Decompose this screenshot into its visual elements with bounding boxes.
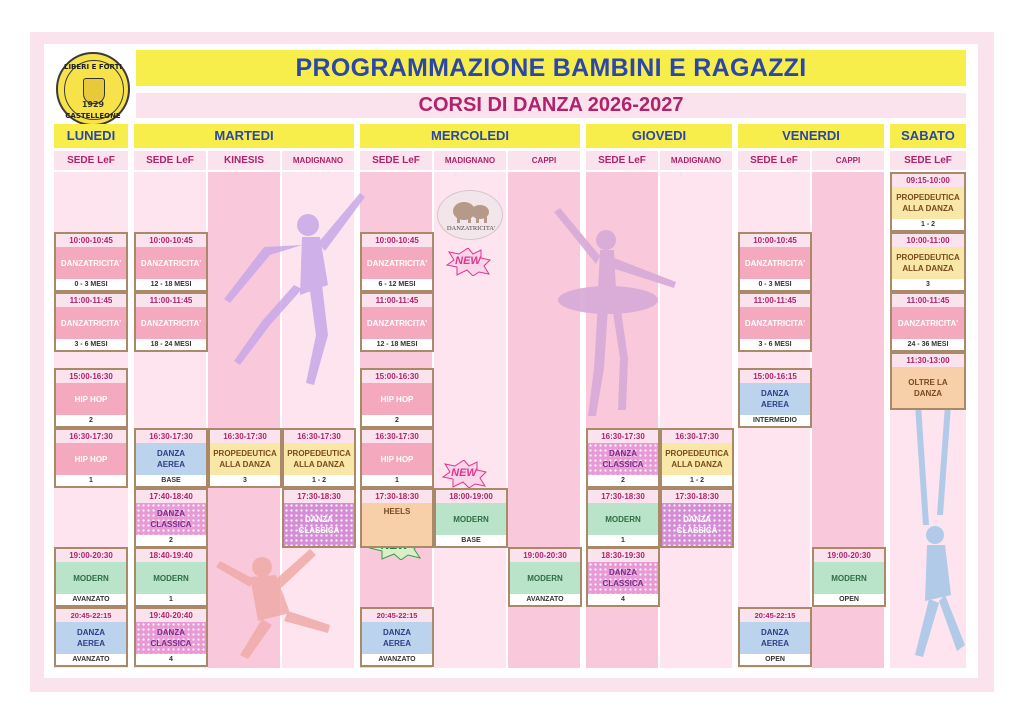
class-time: 11:00-11:45 [56, 294, 126, 307]
class-card[interactable] [586, 547, 660, 607]
class-card[interactable] [738, 368, 812, 428]
class-name: DANZA CLASSICA [662, 503, 732, 546]
class-time: 17:30-18:30 [588, 490, 658, 503]
class-name: PROPEDEUTICA ALLA DANZA [284, 443, 354, 475]
class-card[interactable] [208, 428, 282, 488]
class-time: 16:30-17:30 [284, 430, 354, 443]
class-card[interactable] [360, 607, 434, 667]
class-name: OLTRE LA DANZA [892, 367, 964, 408]
class-name: HIP HOP [56, 443, 126, 475]
class-level: 12 - 18 MESI [362, 339, 432, 350]
class-card[interactable] [282, 488, 356, 548]
class-card[interactable] [360, 368, 434, 428]
class-time: 16:30-17:30 [362, 430, 432, 443]
location-header: MADIGNANO [434, 151, 506, 170]
class-card[interactable] [282, 428, 356, 488]
class-level: 3 [210, 475, 280, 486]
logo-bottom-text: CASTELLEONE [65, 112, 121, 120]
elephant-icon [438, 191, 504, 227]
class-level: 24 - 36 MESI [892, 339, 964, 350]
class-time: 15:00-16:15 [740, 370, 810, 383]
class-level: 18 - 24 MESI [136, 339, 206, 350]
class-name: DANZA AEREA [740, 622, 810, 654]
class-card[interactable] [360, 488, 434, 548]
class-card[interactable] [134, 428, 208, 488]
class-level: 12 - 18 MESI [136, 279, 206, 290]
class-time: 11:00-11:45 [362, 294, 432, 307]
class-name: DANZA AEREA [362, 622, 432, 654]
class-level: 1 [588, 535, 658, 546]
class-level: 2 [362, 415, 432, 426]
class-level: 3 - 6 MESI [56, 339, 126, 350]
class-time: 16:30-17:30 [136, 430, 206, 443]
class-time: 10:00-10:45 [136, 234, 206, 247]
class-name: HIP HOP [362, 383, 432, 415]
class-name: DANZA AEREA [136, 443, 206, 475]
day-header-monday: LUNEDI [54, 124, 128, 148]
class-time: 17:30-18:30 [362, 490, 432, 503]
class-level: AVANZATO [56, 594, 126, 605]
schedule-column [434, 172, 506, 668]
class-card[interactable] [660, 428, 734, 488]
class-time: 10:00-10:45 [740, 234, 810, 247]
location-header: MADIGNANO [282, 151, 354, 170]
class-time: 16:30-17:30 [662, 430, 732, 443]
class-level: OPEN [814, 594, 884, 605]
class-card[interactable] [54, 232, 128, 292]
class-name: DANZATRICITA' [56, 307, 126, 339]
class-name: MODERN [56, 562, 126, 594]
class-time: 20:45-22:15 [362, 609, 432, 622]
class-card[interactable] [134, 607, 208, 667]
partner-logo-text: DANZATRICITA' [446, 225, 496, 232]
class-level: 1 - 2 [892, 219, 964, 230]
class-card[interactable] [890, 232, 966, 292]
class-name: MODERN [510, 562, 580, 594]
class-name: MODERN [588, 503, 658, 535]
class-card[interactable] [890, 292, 966, 352]
class-time: 15:00-16:30 [56, 370, 126, 383]
class-name: DANZATRICITA' [136, 307, 206, 339]
class-level: BASE [436, 535, 506, 546]
class-name: PROPEDEUTICA ALLA DANZA [662, 443, 732, 475]
class-level: 1 - 2 [284, 475, 354, 486]
club-logo [56, 52, 130, 126]
class-name: PROPEDEUTICA ALLA DANZA [210, 443, 280, 475]
class-name: DANZATRICITA' [740, 247, 810, 279]
class-level: 3 [892, 279, 964, 290]
class-time: 11:30-13:00 [892, 354, 964, 367]
class-time: 19:40-20:40 [136, 609, 206, 622]
class-name: DANZA CLASSICA [588, 443, 658, 475]
class-time: 18:00-19:00 [436, 490, 506, 503]
class-card[interactable] [508, 547, 582, 607]
class-time: 19:00-20:30 [510, 549, 580, 562]
class-time: 17:30-18:30 [662, 490, 732, 503]
class-name: DANZATRICITA' [56, 247, 126, 279]
class-card[interactable] [812, 547, 886, 607]
class-card[interactable] [738, 292, 812, 352]
class-name: MODERN [814, 562, 884, 594]
class-name: DANZA CLASSICA [588, 562, 658, 594]
class-level: 1 [362, 475, 432, 486]
class-time: 18:40-19:40 [136, 549, 206, 562]
day-header-friday: VENERDI [738, 124, 884, 148]
class-card[interactable] [586, 488, 660, 548]
location-header: SEDE LeF [738, 151, 810, 170]
class-card[interactable] [134, 488, 208, 548]
class-level: 6 - 12 MESI [362, 279, 432, 290]
class-name: HEELS [362, 503, 432, 546]
class-level: AVANZATO [56, 654, 126, 665]
class-card[interactable] [360, 292, 434, 352]
class-card[interactable] [890, 352, 966, 410]
class-time: 17:40-18:40 [136, 490, 206, 503]
class-name: MODERN [136, 562, 206, 594]
ballerina-silhouette [540, 198, 680, 418]
class-card[interactable] [360, 428, 434, 488]
class-name: DANZA AEREA [740, 383, 810, 415]
class-name: MODERN [436, 503, 506, 535]
new-badge-text: NEW [451, 467, 477, 479]
class-time: 20:45-22:15 [56, 609, 126, 622]
location-header: CAPPI [508, 151, 580, 170]
class-level: 2 [56, 415, 126, 426]
location-header: SEDE LeF [360, 151, 432, 170]
day-header-thursday: GIOVEDI [586, 124, 732, 148]
class-card[interactable] [54, 292, 128, 352]
class-name: DANZA CLASSICA [136, 622, 206, 654]
class-level: INTERMEDIO [740, 415, 810, 426]
class-level: AVANZATO [510, 594, 580, 605]
class-name: DANZATRICITA' [362, 307, 432, 339]
location-header: CAPPI [812, 151, 884, 170]
class-level: 4 [136, 654, 206, 665]
class-time: 18:30-19:30 [588, 549, 658, 562]
page-title: PROGRAMMAZIONE BAMBINI E RAGAZZI [136, 50, 966, 86]
aerial-dancer-silhouette [895, 405, 975, 665]
class-name: DANZATRICITA' [362, 247, 432, 279]
class-card[interactable] [738, 607, 812, 667]
class-time: 15:00-16:30 [362, 370, 432, 383]
class-name: DANZA AEREA [56, 622, 126, 654]
partner-logo [437, 190, 503, 240]
class-time: 16:30-17:30 [56, 430, 126, 443]
class-card[interactable] [134, 292, 208, 352]
class-time: 17:30-18:30 [284, 490, 354, 503]
location-header: SEDE LeF [134, 151, 206, 170]
class-name: DANZA CLASSICA [136, 503, 206, 535]
class-time: 16:30-17:30 [210, 430, 280, 443]
class-time: 09:15-10:00 [892, 174, 964, 187]
class-level: BASE [136, 475, 206, 486]
class-time: 10:00-11:00 [892, 234, 964, 247]
class-card[interactable] [134, 232, 208, 292]
class-card[interactable] [54, 547, 128, 607]
class-name: HIP HOP [362, 443, 432, 475]
class-level: 0 - 3 MESI [56, 279, 126, 290]
location-header: SEDE LeF [890, 151, 966, 170]
jumping-dancer-silhouette [210, 185, 370, 395]
class-level: 2 [588, 475, 658, 486]
class-time: 11:00-11:45 [136, 294, 206, 307]
location-header: KINESIS [208, 151, 280, 170]
class-name: PROPEDEUTICA ALLA DANZA [892, 187, 964, 219]
class-name: DANZATRICITA' [136, 247, 206, 279]
new-badge-text: NEW [455, 255, 481, 267]
day-header-saturday: SABATO [890, 124, 966, 148]
class-level: 3 - 6 MESI [740, 339, 810, 350]
class-name: PROPEDEUTICA ALLA DANZA [892, 247, 964, 279]
location-header: MADIGNANO [660, 151, 732, 170]
class-level: 1 [56, 475, 126, 486]
class-card[interactable] [54, 368, 128, 428]
day-header-wednesday: MERCOLEDI [360, 124, 580, 148]
class-name: DANZATRICITA' [740, 307, 810, 339]
class-time: 20:45-22:15 [740, 609, 810, 622]
class-time: 11:00-11:45 [740, 294, 810, 307]
class-card[interactable] [360, 232, 434, 292]
class-name: HIP HOP [56, 383, 126, 415]
class-level: 1 - 2 [662, 475, 732, 486]
day-header-tuesday: MARTEDI [134, 124, 354, 148]
class-card[interactable] [434, 488, 508, 548]
class-card[interactable] [586, 428, 660, 488]
class-time: 10:00-10:45 [56, 234, 126, 247]
class-name: DANZA CLASSICA [284, 503, 354, 546]
class-time: 11:00-11:45 [892, 294, 964, 307]
logo-top-text: LIBERI E FORTI [63, 63, 123, 71]
class-level: 0 - 3 MESI [740, 279, 810, 290]
class-level: 1 [136, 594, 206, 605]
class-level: 2 [136, 535, 206, 546]
class-time: 19:00-20:30 [56, 549, 126, 562]
class-card[interactable] [134, 547, 208, 607]
class-level: AVANZATO [362, 654, 432, 665]
location-header: SEDE LeF [54, 151, 128, 170]
page-subtitle: CORSI DI DANZA 2026-2027 [136, 93, 966, 118]
class-time: 16:30-17:30 [588, 430, 658, 443]
logo-year: 1929 [81, 100, 105, 109]
class-time: 10:00-10:45 [362, 234, 432, 247]
class-card[interactable] [660, 488, 734, 548]
class-card[interactable] [738, 232, 812, 292]
class-level: 4 [588, 594, 658, 605]
class-card[interactable] [54, 428, 128, 488]
class-card[interactable] [54, 607, 128, 667]
class-time: 19:00-20:30 [814, 549, 884, 562]
class-name: DANZATRICITA' [892, 307, 964, 339]
location-header: SEDE LeF [586, 151, 658, 170]
class-level: OPEN [740, 654, 810, 665]
class-card[interactable] [890, 172, 966, 232]
